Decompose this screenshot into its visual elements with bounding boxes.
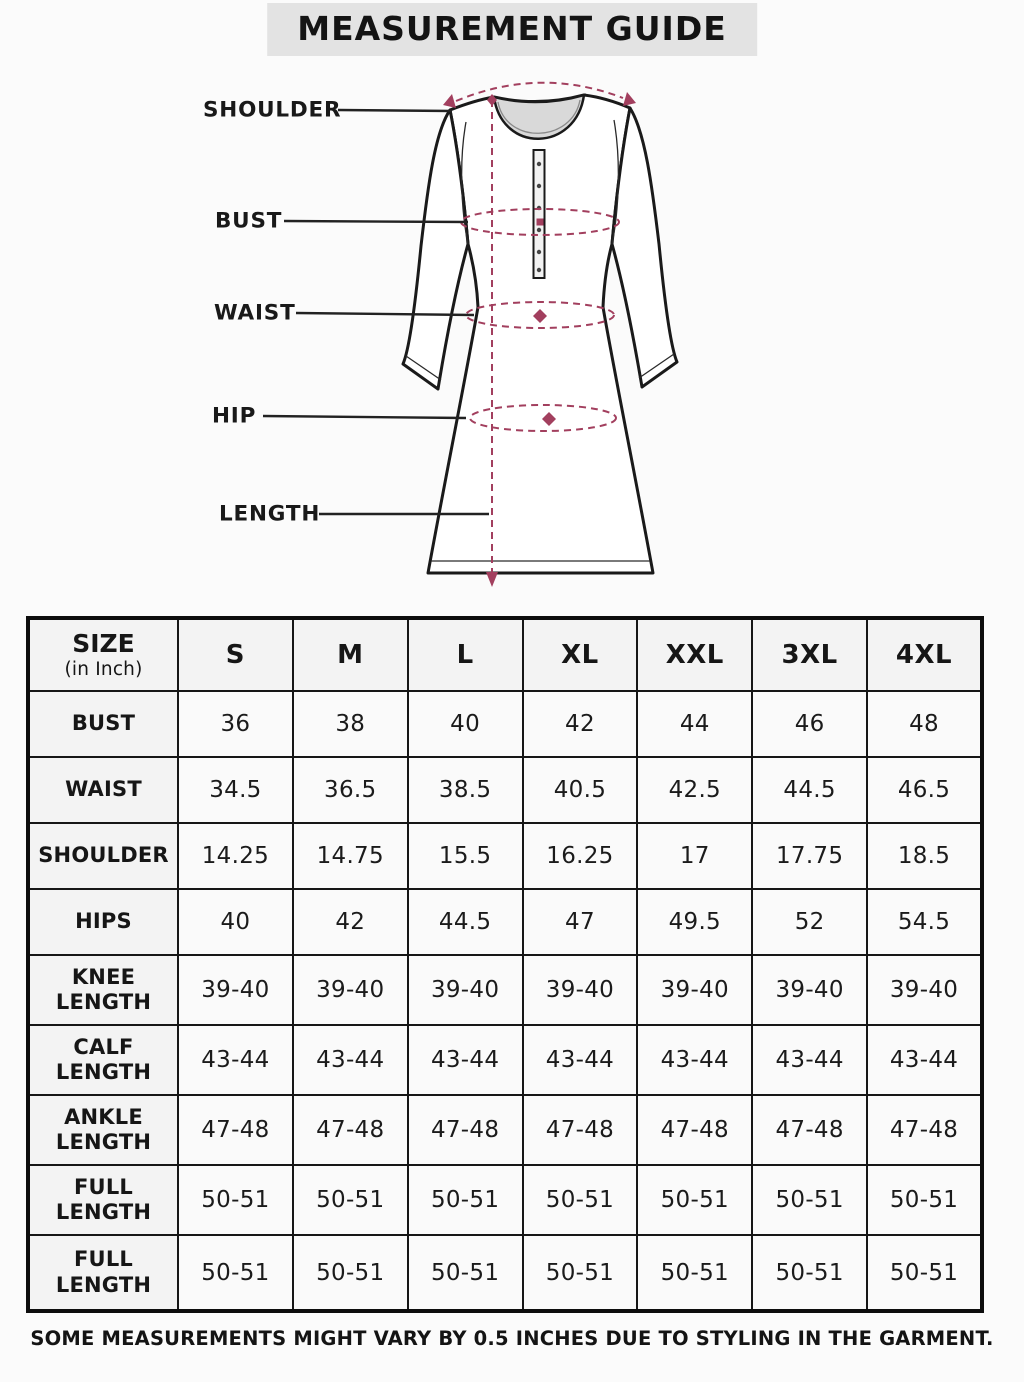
cell: 14.25 — [178, 823, 293, 889]
cell: 17.75 — [752, 823, 867, 889]
cell: 50-51 — [408, 1235, 523, 1311]
cell: 42 — [293, 889, 408, 955]
cell: 50-51 — [293, 1165, 408, 1235]
cell: 47-48 — [178, 1095, 293, 1165]
table-row-knee-length — [28, 955, 982, 1025]
col-header-xxl: XXL — [637, 618, 752, 691]
cell: 46.5 — [867, 757, 982, 823]
col-header-3xl: 3XL — [752, 618, 867, 691]
cell: 43-44 — [293, 1025, 408, 1095]
cell: 39-40 — [637, 955, 752, 1025]
size-table-container — [26, 616, 984, 1313]
cell: 43-44 — [178, 1025, 293, 1095]
cell: 50-51 — [867, 1165, 982, 1235]
table-row-shoulder — [28, 823, 982, 889]
cell: 49.5 — [637, 889, 752, 955]
cell: 42.5 — [637, 757, 752, 823]
cell: 50-51 — [752, 1165, 867, 1235]
cell: 40 — [178, 889, 293, 955]
cell: 16.25 — [523, 823, 638, 889]
cell: 47 — [523, 889, 638, 955]
footer-note: SOME MEASUREMENTS MIGHT VARY BY 0.5 INCHES DUE TO STYLING IN THE GARMENT. — [30, 1327, 994, 1350]
cell: 47-48 — [408, 1095, 523, 1165]
cell: 50-51 — [523, 1235, 638, 1311]
cell: 43-44 — [523, 1025, 638, 1095]
cell: 50-51 — [293, 1235, 408, 1311]
cell: 39-40 — [867, 955, 982, 1025]
cell: 40 — [408, 691, 523, 757]
cell: 54.5 — [867, 889, 982, 955]
cell: 44 — [637, 691, 752, 757]
cell: 43-44 — [637, 1025, 752, 1095]
cell: 43-44 — [867, 1025, 982, 1095]
col-header-l: L — [408, 618, 523, 691]
cell: 43-44 — [408, 1025, 523, 1095]
size-header-title: SIZE — [72, 628, 135, 658]
cell: 52 — [752, 889, 867, 955]
table-header-row — [28, 618, 982, 691]
cell: 46 — [752, 691, 867, 757]
cell: 44.5 — [752, 757, 867, 823]
label-bust: BUST — [215, 208, 283, 234]
cell: 39-40 — [293, 955, 408, 1025]
cell: 39-40 — [408, 955, 523, 1025]
cell: 17 — [637, 823, 752, 889]
cell: 47-48 — [637, 1095, 752, 1165]
col-header-xl: XL — [523, 618, 638, 691]
cell: 34.5 — [178, 757, 293, 823]
col-header-4xl: 4XL — [867, 618, 982, 691]
cell: 50-51 — [408, 1165, 523, 1235]
table-row-full-length-2 — [28, 1235, 982, 1311]
cell: 39-40 — [523, 955, 638, 1025]
page-title: MEASUREMENT GUIDE — [267, 3, 757, 56]
size-header-unit: (in Inch) — [64, 658, 143, 680]
button-placket — [534, 150, 545, 278]
cell: 47-48 — [293, 1095, 408, 1165]
cell: 50-51 — [637, 1235, 752, 1311]
table-row-waist — [28, 757, 982, 823]
cell: 15.5 — [408, 823, 523, 889]
cell: 48 — [867, 691, 982, 757]
table-row-ankle-length — [28, 1095, 982, 1165]
label-length: LENGTH — [219, 501, 321, 527]
cell: 40.5 — [523, 757, 638, 823]
col-header-s: S — [178, 618, 293, 691]
cell: 38.5 — [408, 757, 523, 823]
cell: 42 — [523, 691, 638, 757]
row-label-calf-length: CALF LENGTH — [28, 1025, 178, 1095]
row-label-hips: HIPS — [28, 889, 178, 955]
col-header-m: M — [293, 618, 408, 691]
size-table — [26, 616, 984, 1313]
cell: 50-51 — [867, 1235, 982, 1311]
row-label-bust: BUST — [28, 691, 178, 757]
cell: 47-48 — [523, 1095, 638, 1165]
cell: 38 — [293, 691, 408, 757]
cell: 43-44 — [752, 1025, 867, 1095]
cell: 50-51 — [523, 1165, 638, 1235]
cell: 39-40 — [752, 955, 867, 1025]
cell: 36.5 — [293, 757, 408, 823]
row-label-full-length-1: FULL LENGTH — [28, 1165, 178, 1235]
row-label-knee-length: KNEE LENGTH — [28, 955, 178, 1025]
cell: 18.5 — [867, 823, 982, 889]
garment-diagram — [0, 60, 1024, 605]
row-label-ankle-length: ANKLE LENGTH — [28, 1095, 178, 1165]
cell: 47-48 — [867, 1095, 982, 1165]
table-row-calf-length — [28, 1025, 982, 1095]
label-waist: WAIST — [214, 300, 296, 326]
cell: 44.5 — [408, 889, 523, 955]
label-shoulder: SHOULDER — [203, 97, 342, 123]
size-header — [28, 618, 178, 691]
row-label-waist: WAIST — [28, 757, 178, 823]
table-row-hips — [28, 889, 982, 955]
row-label-full-length-2: FULL LENGTH — [28, 1235, 178, 1311]
table-row-bust — [28, 691, 982, 757]
cell: 39-40 — [178, 955, 293, 1025]
cell: 14.75 — [293, 823, 408, 889]
cell: 36 — [178, 691, 293, 757]
cell: 50-51 — [178, 1235, 293, 1311]
cell: 47-48 — [752, 1095, 867, 1165]
cell: 50-51 — [752, 1235, 867, 1311]
cell: 50-51 — [178, 1165, 293, 1235]
cell: 50-51 — [637, 1165, 752, 1235]
row-label-shoulder: SHOULDER — [28, 823, 178, 889]
label-hip: HIP — [212, 403, 257, 429]
table-row-full-length-1 — [28, 1165, 982, 1235]
